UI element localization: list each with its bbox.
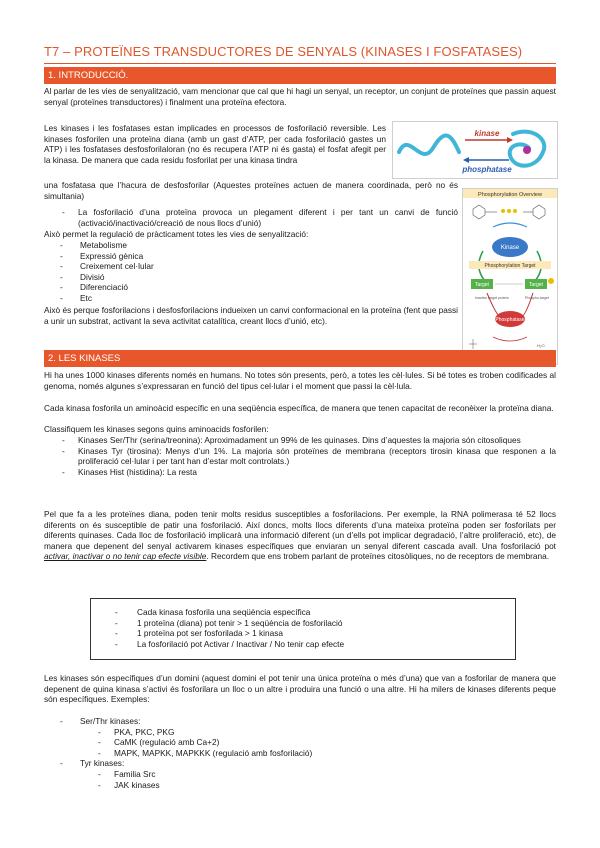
list-item: - Familia Src [98, 768, 156, 779]
list-item: - Diferenciació [60, 282, 128, 293]
list-item: - Divisió [60, 271, 105, 282]
kinase-phosphatase-figure [392, 121, 558, 179]
list-item: - CaMK (regulació amb Ca+2) [98, 737, 220, 748]
summary-list [115, 607, 495, 649]
tyr-label: Tyr kinases: [80, 758, 125, 769]
list-item: - MAPK, MAPKK, MAPKKK (regulació amb fosforilació) [98, 747, 313, 758]
list-item: - La fosforilació d’una proteïna provoca un plegament diferent i per tant un canvi de funció (activació/inactivació/creació de nous llocs d’unió) [62, 207, 458, 228]
kinases-paragraph-cont [44, 180, 458, 201]
overview-title: Phosphorylation Overview [478, 192, 542, 198]
effect-emphasis: activar, inactivar o no tenir cap efecte visible [44, 551, 207, 562]
kinases-text-cont: una fosfatasa que l’hacura de desfosforilar (Aquestes proteïnes actuen de manera coordinada, però no és simultania) [44, 180, 458, 201]
list-item: - JAK kinases [98, 779, 160, 790]
svg-text:Inactive target protein: Inactive target protein [475, 296, 509, 300]
phosphorylation-overview-diagram [463, 189, 557, 364]
section-heading-introduccio: 1. INTRODUCCIÓ. [44, 67, 556, 84]
svg-text:H₂O: H₂O [537, 343, 545, 348]
list-item: - Ser/Thr kinases: [60, 716, 141, 726]
svg-text:Target: Target [475, 282, 489, 288]
kinases-paragraph [44, 123, 386, 165]
page-title: T7 – PROTEÏNES TRANSDUCTORES DE SENYALS (KINASES I FOSFATASES) [44, 44, 523, 59]
kinases-text: Les kinases i les fosfatases estan implicades en processos de fosforilació reversible. Les kinases fosforilen una proteïna diana (amb un gast d’ATP, per cada fosforilació gastes un ATP) i les fosfatases desfosforilaloran (no és recupera l’ATP ni és gasta) el fosfat afegit per la kinasa. De manera que cada residu fosforilat per una kinasa tindra [44, 123, 386, 165]
list-item: - 1 proteïna (diana) pot tenir > 1 seqüència de fosforilació [115, 617, 343, 628]
protein-coil-left [399, 136, 459, 155]
target-title: Phosphorylation Target [484, 263, 536, 269]
list-item: - Metabolisme [60, 240, 128, 250]
conformational-text: Això és perque fosforilacions i desfosforilacions indueixen un canvi conformacional en la proteïna (fent que passi a unir un substrat, activant la seva activitat catalítica, creant llocs d’unió, etc). [44, 305, 458, 326]
target-proteins-text: Pel que fa a les proteïnes diana, poden tenir molts residus susceptibles a fosforilacions. Per exemple, la RNA polimerasa té 52 llocs diferents on és susceptible de patir una fosforilació. Així doncs, molts llocs diferents d’una mateixa proteïna poden ser fosforilats per diferents quinases. Cada lloc de fosforilació implicarà una informació diferent (un d’ells pot implicar degradació, l’altre proliferació, etc), de manera que depenent del senyal activarem kinases específiques que enviaran un senyal diferent cascada avall. Una fosforilació pot [44, 509, 556, 551]
kinase-types-list [44, 435, 556, 477]
target-proteins-paragraph [44, 509, 556, 562]
title-underline [44, 63, 556, 64]
bullet-text: La fosforilació d’una proteïna provoca un plegament diferent i per tant un canvi de funció (activació/inactivació/creació de nous llocs d’unió) [78, 207, 458, 228]
conformational-paragraph [44, 305, 458, 326]
classification-paragraph [44, 424, 556, 435]
ser-thr-label: Ser/Thr kinases: [80, 716, 141, 726]
fosforilacio-bullet [44, 207, 458, 228]
intro-text: Al parlar de les vies de senyalització, vam mencionar que cal que hi hagi un senyal, un receptor, un conjunt de proteïnes que passin aquest senyal (proteïnes transductores) i finalment una proteïna efectora. [44, 86, 556, 107]
kinases-intro-paragraph [44, 370, 556, 391]
list-item: - Etc [60, 292, 92, 303]
list-item: - Creixement cel·lular [60, 261, 154, 272]
intro-paragraph [44, 86, 556, 107]
list-item: - Kinases Ser/Thr (serina/treonina): Aproximadament un 99% de les quinases. Dins d’aquestes la majoria són citosoliques [62, 435, 521, 445]
specificity-paragraph [44, 403, 556, 414]
kinase-label: kinase [474, 129, 500, 138]
svg-text:Target: Target [529, 282, 543, 288]
list-item: - PKA, PKC, PKG [98, 726, 175, 737]
list-item: - 1 proteïna pot ser fosforilada > 1 kinasa [115, 628, 283, 639]
phosphorylation-overview-figure [462, 188, 558, 365]
list-item: - Kinases Hist (histidina): La resta [62, 466, 197, 477]
list-item: - Kinases Tyr (tirosina): Menys d’un 1%. La majoria són proteïnes de membrana (receptors tirosin kinasa que responen a la proliferació cel·lular i per tant han d’estar molt controlats.) [62, 445, 556, 467]
target-proteins-end: . Recordem que ens trobem parlant de proteïnes citosòliques, no de receptors de membrana. [206, 551, 550, 562]
svg-text:Phospho-target: Phospho-target [525, 296, 549, 300]
phosphate-dot [523, 146, 531, 154]
domain-specificity-text: Les kinases són específiques d’un domini (aquest domini el pot tenir una única proteïna o més d’una) que van a fosforilar de manera que depenent de quina kinasa s’activi és fosforilara un lloc o un altre i produira una funció o una altre. Hi ha milers de kinases diferents peque són específiques. Exemples: [44, 673, 556, 705]
kinase-blob-label: Kinase [500, 245, 520, 251]
atp-molecule-right [533, 205, 545, 219]
phosphatase-label: phosphatase [462, 165, 512, 174]
list-item: - Cada kinasa fosforila una seqüència específica [115, 607, 311, 617]
list-item: - Tyr kinases: [60, 758, 125, 769]
kinases-intro-text: Hi ha unes 1000 kinases diferents només en humans. No totes són presents, però, a totes les cèl·lules. Si bé totes es troben codificades al genoma, només algunes s’expressaran en funció del tipus cel·lular i el moment que passi la cèl·lula. [44, 370, 556, 391]
regulacio-paragraph [44, 229, 458, 240]
kinase-phosphatase-diagram [393, 122, 557, 178]
regulacio-text: Això permet la regulació de pràcticament totes les vies de senyalització: [44, 229, 309, 239]
classification-text: Classifiquem les kinases segons quins aminoacids fosforilen: [44, 424, 269, 434]
kinase-examples-list [60, 716, 540, 790]
domain-specificity-paragraph [44, 673, 556, 705]
atp-molecule-left [473, 205, 485, 219]
regulated-pathways-list [60, 240, 360, 304]
phosphatase-blob-label: Phosphatase [495, 317, 525, 323]
list-item: - Expressió gènica [60, 250, 144, 261]
specificity-text: Cada kinasa fosforila un aminoàcid específic en una seqüència específica, de manera que tenen capacitat de reconèixer la proteïna diana. [44, 403, 554, 413]
list-item: - La fosforilació pot Activar / Inactivar / No tenir cap efecte [115, 638, 345, 649]
summary-box [90, 598, 516, 660]
section-heading-kinases: 2. LES KINASES [44, 350, 556, 367]
